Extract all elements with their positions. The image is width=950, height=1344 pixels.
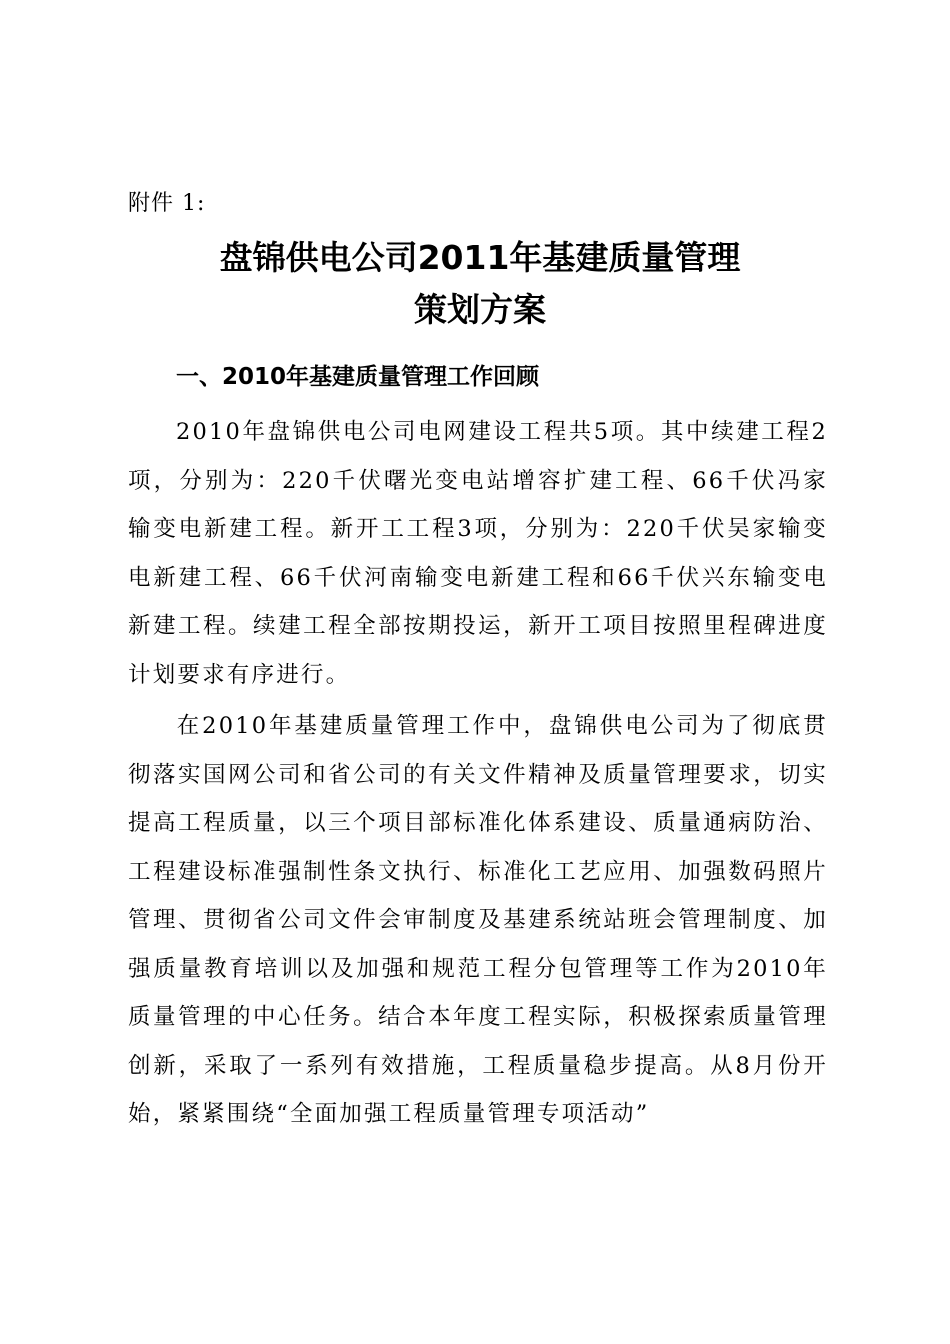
paragraph-1-text: 2010年盘锦供电公司电网建设工程共5项。其中续建工程2项，分别为：220千伏曙光变电站增容扩建工程、66千伏冯家输变电新建工程。新开工工程3项，分别为：220千伏吴家输变电新建工程、66千伏河南输变电新建工程和66千伏兴东输变电新建工程。续建工程全部按期投运，新开工项目按照里程碑进度计划要求有序进行。 [128, 419, 828, 688]
document-title-line-1: 盘锦供电公司2011年基建质量管理 [219, 238, 741, 277]
section-heading: 一、2010年基建质量管理工作回顾 [176, 364, 540, 390]
body-paragraph-2 [128, 702, 828, 1139]
document-title-line-2: 策划方案 [414, 290, 546, 329]
body-paragraph-1 [128, 408, 828, 699]
attachment-label: 附件 1: [128, 191, 206, 216]
paragraph-2-text: 在2010年基建质量管理工作中，盘锦供电公司为了彻底贯彻落实国网公司和省公司的有关文件精神及质量管理要求，切实提高工程质量，以三个项目部标准化体系建设、质量通病防治、工程建设标准强制性条文执行、标准化工艺应用、加强数码照片管理、贯彻省公司文件会审制度及基建系统站班会管理制度、加强质量教育培训以及加强和规范工程分包管理等工作为2010年质量管理的中心任务。结合本年度工程实际，积极探索质量管理创新，采取了一系列有效措施，工程质量稳步提高。从8月份开始，紧紧围绕“全面加强工程质量管理专项活动” [128, 713, 828, 1127]
